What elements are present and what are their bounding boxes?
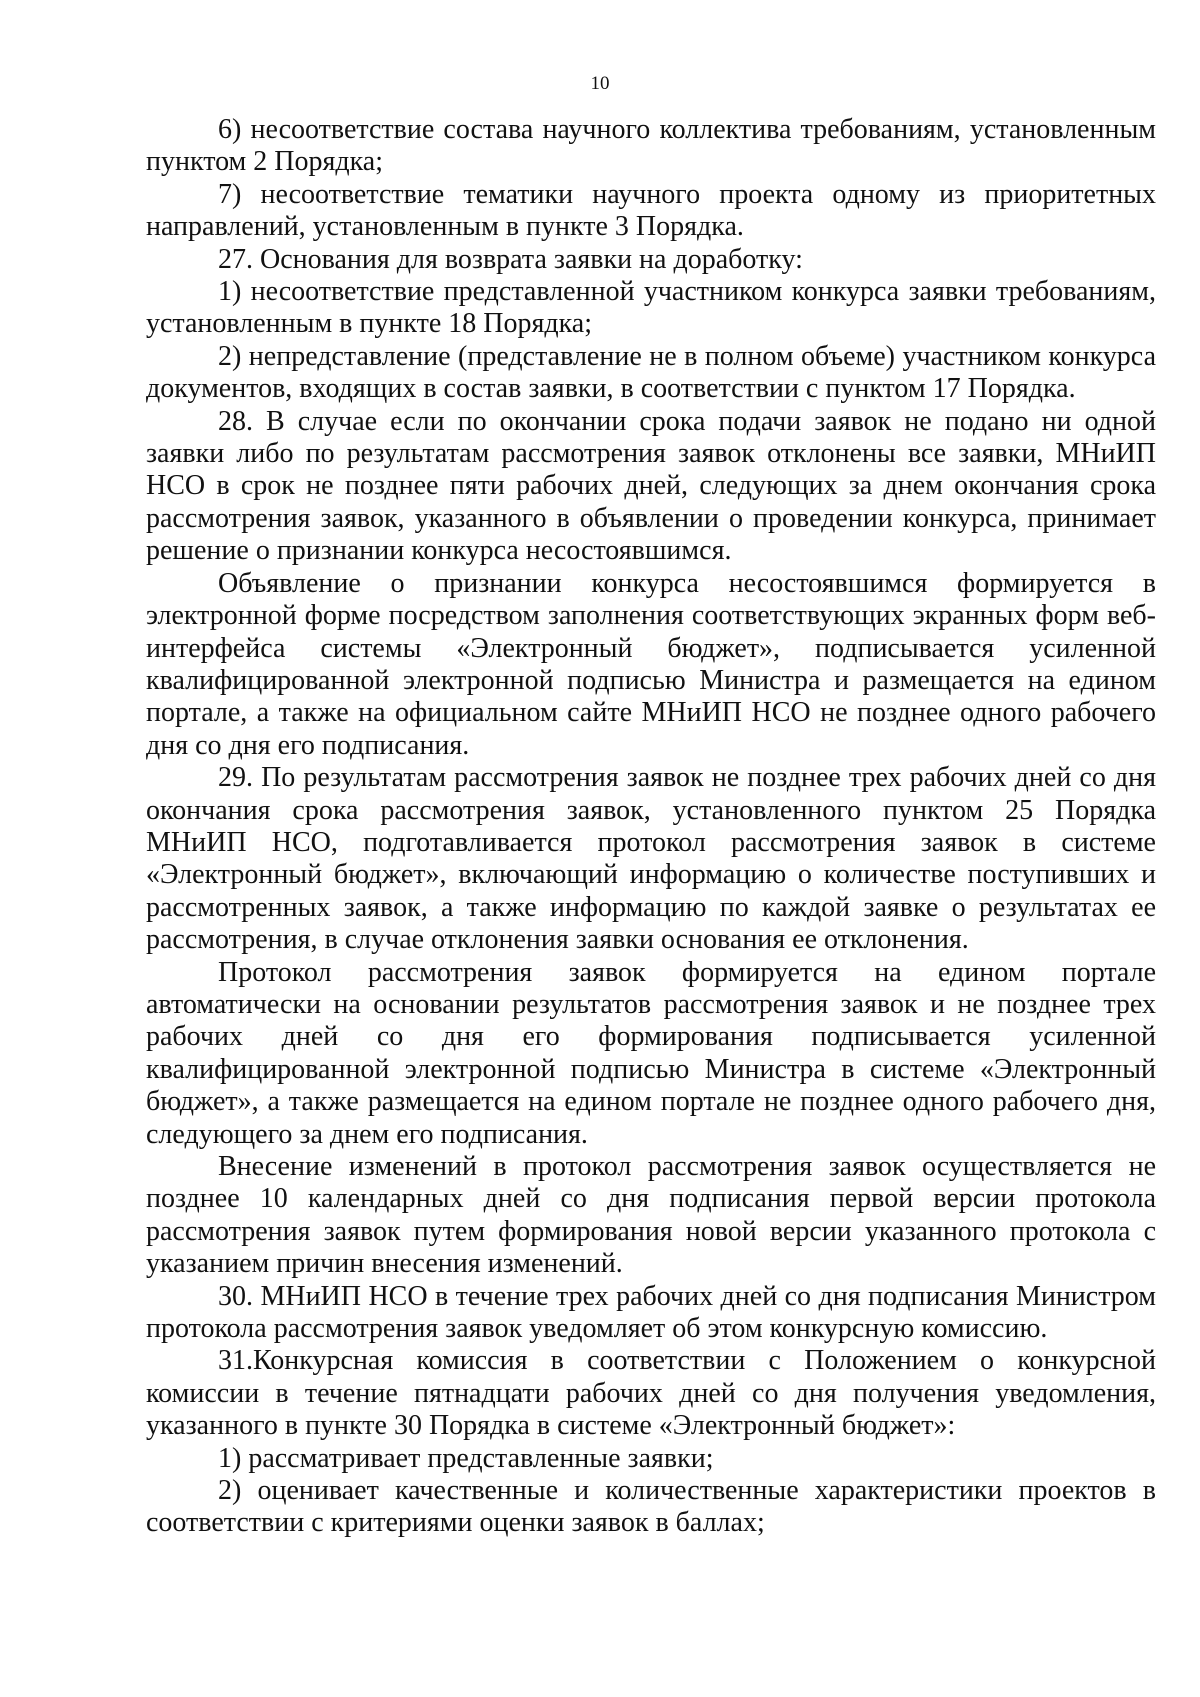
page-number: 10: [590, 73, 610, 94]
paragraph-clause-29: 29. По результатам рассмотрения заявок не позднее трех рабочих дней со дня окончания срока рассмотрения заявок, установленного пунктом 25 Порядка МНиИП НСО, подготавливается протокол рассмотрения заявок в системе «Электронный бюджет», включающий информацию о количестве поступивших и рассмотренных заявок, а также информацию по каждой заявке о результатах ее рассмотрения, в случае отклонения заявки основания ее отклонения.: [146, 762, 1156, 956]
paragraph-clause-30: 30. МНиИП НСО в течение трех рабочих дней со дня подписания Министром протокола рассмотрения заявок уведомляет об этом конкурсную комиссию.: [146, 1280, 1156, 1345]
paragraph-item-6: 6) несоответствие состава научного коллектива требованиям, установленным пунктом 2 Порядка;: [146, 114, 1156, 178]
paragraph-amendments: Внесение изменений в протокол рассмотрения заявок осуществляется не позднее 10 календарных дней со дня подписания первой версии протокола рассмотрения заявок путем формирования новой версии указанного протокола с указанием причин внесения изменений.: [146, 1151, 1156, 1280]
paragraph-item-7: 7) несоответствие тематики научного проекта одному из приоритетных направлений, установленным в пункте 3 Порядка.: [146, 178, 1156, 243]
paragraph-clause-31-item-2: 2) оценивает качественные и количественные характеристики проектов в соответствии с критериями оценки заявок в баллах;: [146, 1475, 1156, 1539]
paragraph-clause-27: 27. Основания для возврата заявки на доработку:: [218, 243, 803, 275]
paragraph-announcement: Объявление о признании конкурса несостоявшимся формируется в электронной форме посредством заполнения соответствующих экранных форм веб-интерфейса системы «Электронный бюджет», подписывается усиленной квалифицированной электронной подписью Министра и размещается на едином портале, а также на официальном сайте МНиИП НСО не позднее одного рабочего дня со дня его подписания.: [146, 567, 1156, 761]
document-body: [146, 114, 1156, 1540]
paragraph-clause-31: 31.Конкурсная комиссия в соответствии с Положением о конкурсной комиссии в течение пятнадцати рабочих дней со дня получения уведомления, указанного в пункте 30 Порядка в системе «Электронный бюджет»:: [146, 1345, 1156, 1442]
paragraph-clause-27-item-1: 1) несоответствие представленной участником конкурса заявки требованиям, установленным в пункте 18 Порядка;: [146, 276, 1156, 340]
paragraph-protocol: Протокол рассмотрения заявок формируется на едином портале автоматически на основании результатов рассмотрения заявок и не позднее трех рабочих дней со дня его формирования подписывается усиленной квалифицированной электронной подписью Министра в системе «Электронный бюджет», а также размещается на едином портале не позднее одного рабочего дня, следующего за днем его подписания.: [146, 956, 1156, 1150]
paragraph-clause-28: 28. В случае если по окончании срока подачи заявок не подано ни одной заявки либо по результатам рассмотрения заявок отклонены все заявки, МНиИП НСО в срок не позднее пяти рабочих дней, следующих за днем окончания срока рассмотрения заявок, указанного в объявлении о проведении конкурса, принимает решение о признании конкурса несостоявшимся.: [146, 405, 1156, 567]
paragraph-clause-27-item-2: 2) непредставление (представление не в полном объеме) участником конкурса документов, входящих в состав заявки, в соответствии с пунктом 17 Порядка.: [146, 340, 1156, 405]
paragraph-clause-31-item-1: 1) рассматривает представленные заявки;: [218, 1442, 714, 1474]
